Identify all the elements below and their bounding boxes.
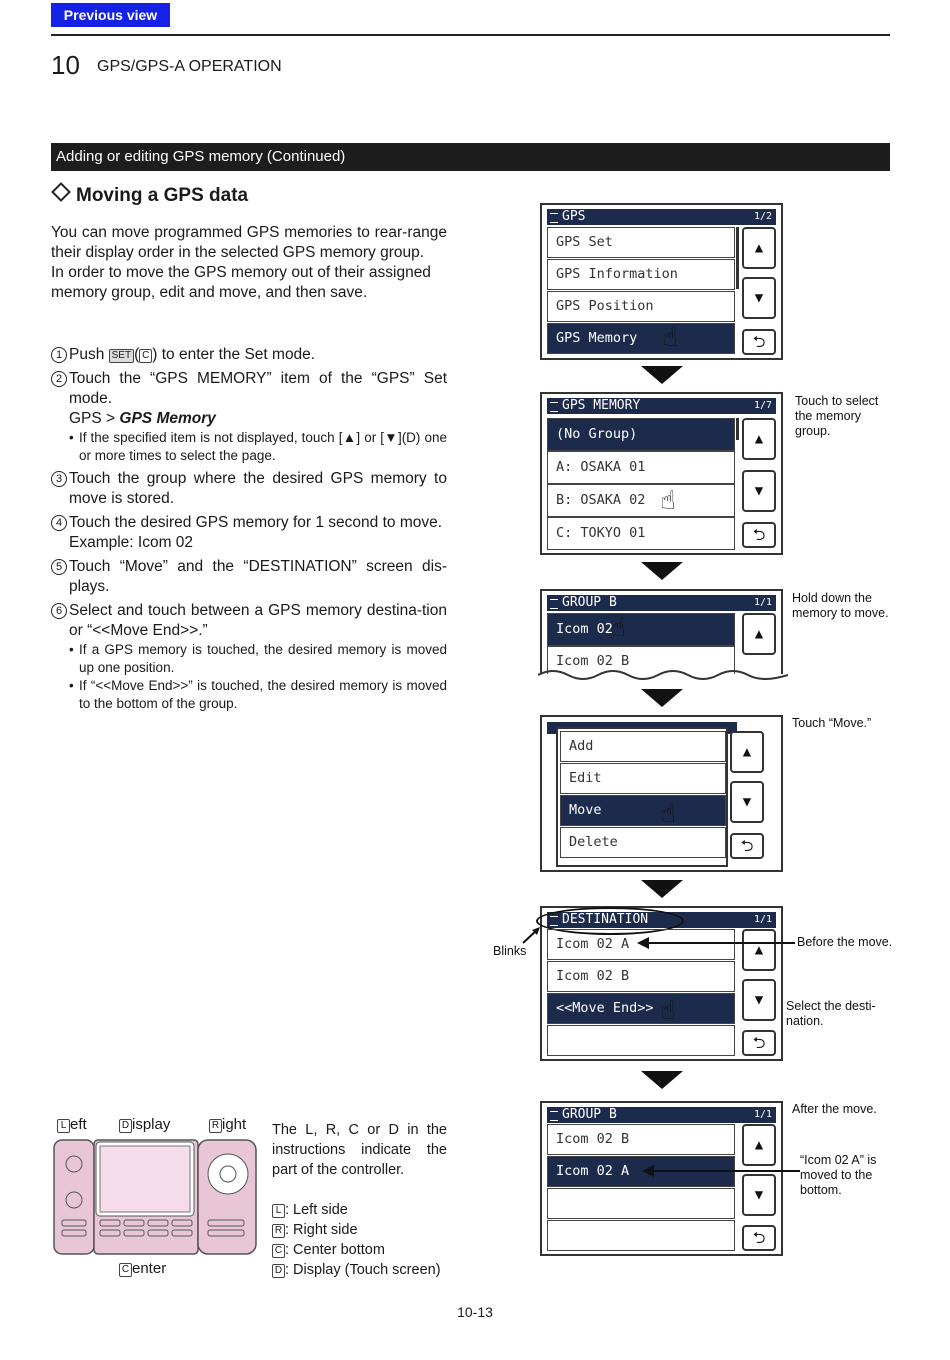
up-button[interactable]: ▲ (742, 1124, 776, 1166)
up-button[interactable]: ▲ (730, 731, 764, 773)
up-button[interactable]: ▲ (742, 227, 776, 269)
note-after-move: After the move. (792, 1102, 877, 1116)
menu-item-gps-set[interactable]: GPS Set (547, 227, 735, 258)
step-number: 2 (51, 371, 67, 387)
step-6 (51, 601, 447, 713)
step-text: Push (69, 346, 109, 363)
down-button[interactable]: ▼ (730, 781, 764, 823)
header-rule (51, 34, 890, 36)
memory-item-icom-02-b[interactable]: Icom 02 B (547, 1124, 735, 1155)
memory-item-icom-02-a[interactable]: Icom 02 A (547, 1156, 735, 1187)
torn-edge-icon (538, 667, 788, 683)
legend-item (272, 1260, 441, 1280)
note-hold-down: Hold down the memory to move. (792, 591, 889, 620)
step-text: ) to enter the Set mode. (152, 346, 316, 363)
intro-paragraph: You can move programmed GPS memories to rear-range their display order in the selected GPS memory group. (51, 224, 447, 261)
menu-item-delete[interactable]: Delete (560, 827, 726, 858)
page-indicator: 1/2 (753, 211, 772, 222)
menu-lines-icon (550, 213, 558, 223)
legend-key-icon: L (272, 1204, 285, 1218)
note-moved-bottom: “Icom 02 A” is moved to the bottom. (800, 1153, 877, 1197)
step-1 (51, 345, 447, 365)
memory-group-b[interactable]: B: OSAKA 02 (547, 484, 735, 517)
r-key-icon: R (209, 1119, 222, 1133)
page-indicator: 1/1 (753, 1109, 772, 1120)
back-button[interactable]: ⮌ (730, 833, 764, 859)
note-select-group: Touch to select the memory group. (795, 394, 879, 438)
screen-title: GROUP B (562, 1107, 617, 1122)
step-text: Touch the “GPS MEMORY” item of the “GPS” Set mode. (69, 370, 447, 407)
step-note: • If a GPS memory is touched, the desired memory is moved up one position. (69, 641, 447, 677)
menu-path (69, 409, 447, 429)
step-3 (51, 469, 447, 509)
chapter-number: 10 (51, 50, 80, 80)
menu-item-move[interactable]: Move (560, 795, 726, 826)
label-display (119, 1116, 170, 1133)
edit-menu-screen (540, 715, 783, 872)
back-button[interactable]: ⮌ (742, 1225, 776, 1251)
step-number: 5 (51, 559, 67, 575)
down-arrow-icon (641, 562, 683, 580)
label-right-text: ight (222, 1116, 247, 1133)
legend-text: : Right side (285, 1222, 358, 1238)
hand-touch-icon: ☝ (610, 613, 626, 643)
back-button[interactable]: ⮌ (742, 329, 776, 355)
section-heading: Adding or editing GPS memory (Continued) (51, 143, 890, 171)
step-text: Touch the desired GPS memory for 1 second to move. (69, 514, 443, 531)
menu-item-add[interactable]: Add (560, 731, 726, 762)
up-button[interactable]: ▲ (742, 418, 776, 460)
label-left-text: eft (70, 1116, 87, 1133)
down-arrow-icon (641, 689, 683, 707)
memory-group-c[interactable]: C: TOKYO 01 (547, 517, 735, 550)
hand-touch-icon: ☝ (660, 799, 676, 829)
menu-lines-icon (550, 1111, 558, 1121)
page-indicator: 1/1 (753, 597, 772, 608)
back-button[interactable]: ⮌ (742, 522, 776, 548)
menu-path-root: GPS > (69, 410, 120, 427)
memory-item-empty[interactable] (547, 1188, 735, 1219)
step-4 (51, 513, 447, 553)
down-arrow-icon (641, 366, 683, 384)
back-button[interactable]: ⮌ (742, 1030, 776, 1056)
memory-item-icom-02[interactable]: Icom 02 (547, 613, 735, 646)
label-center (119, 1260, 166, 1277)
step-list (51, 345, 447, 717)
down-button[interactable]: ▼ (742, 979, 776, 1021)
legend-key-icon: R (272, 1224, 285, 1238)
step-text: Touch the group where the desired GPS memory to move is stored. (69, 470, 447, 507)
gps-memory-screen (540, 392, 783, 555)
gps-screen (540, 203, 783, 360)
down-button[interactable]: ▼ (742, 277, 776, 319)
blinks-arrow-icon (520, 925, 544, 945)
legend-key-icon: C (272, 1244, 285, 1258)
label-center-text: enter (132, 1260, 167, 1277)
step-text: ( (134, 346, 140, 363)
down-button[interactable]: ▼ (742, 470, 776, 512)
menu-item-gps-information[interactable]: GPS Information (547, 259, 735, 290)
down-button[interactable]: ▼ (742, 1174, 776, 1216)
step-note: • If the specified item is not displayed, touch [▲] or [▼](D) one or more times to select the page. (69, 429, 447, 465)
menu-item-edit[interactable]: Edit (560, 763, 726, 794)
intro-paragraph: In order to move the GPS memory out of their assigned memory group, edit and move, and then save. (51, 264, 431, 301)
hand-touch-icon: ☝ (660, 996, 676, 1026)
step-text: Touch “Move” and the “DESTINATION” screen dis-plays. (69, 558, 447, 595)
memory-item-empty[interactable] (547, 1220, 735, 1251)
up-button[interactable]: ▲ (742, 929, 776, 971)
c-key-icon: C (139, 349, 152, 363)
l-key-icon: L (57, 1119, 70, 1133)
step-5 (51, 557, 447, 597)
screen-title-bar (547, 398, 776, 414)
step-number: 3 (51, 471, 67, 487)
intro-text (51, 223, 447, 303)
group-b-result-screen (540, 1101, 783, 1256)
page-number: 10-13 (457, 1304, 493, 1320)
memory-group-no-group[interactable]: (No Group) (547, 418, 735, 451)
group-b-screen (540, 589, 783, 674)
scrollbar[interactable] (736, 227, 739, 289)
hand-touch-icon: ☝ (662, 323, 678, 353)
subsection-title: Moving a GPS data (76, 185, 249, 206)
menu-lines-icon (550, 402, 558, 412)
step-text: Select and touch between a GPS memory destina-tion or “<<Move End>>.” (69, 602, 447, 639)
label-right (209, 1116, 246, 1133)
step-number: 1 (51, 347, 67, 363)
step-2 (51, 369, 447, 465)
page-indicator: 1/7 (753, 400, 772, 411)
legend-text: : Center bottom (285, 1242, 385, 1258)
screen-title: DESTINATION (562, 912, 649, 927)
step-example: Example: Icom 02 (69, 534, 194, 551)
up-button[interactable]: ▲ (742, 613, 776, 655)
pointer-arrow-icon (637, 936, 797, 950)
destination-item-empty[interactable] (547, 1025, 735, 1056)
destination-item-move-end[interactable]: <<Move End>> (547, 993, 735, 1024)
diamond-icon (51, 182, 71, 202)
c-key-icon: C (119, 1263, 132, 1277)
down-arrow-icon (641, 880, 683, 898)
legend-item (272, 1240, 441, 1260)
screen-title: GPS MEMORY (562, 398, 641, 413)
menu-path-item: GPS Memory (119, 410, 216, 427)
down-arrow-icon (641, 1071, 683, 1089)
memory-item-icom-02-b[interactable]: Icom 02 B (547, 646, 735, 674)
menu-lines-icon (550, 599, 558, 609)
controller-legend (272, 1200, 441, 1280)
note-select-destination: Select the desti-nation. (786, 999, 876, 1028)
legend-item (272, 1200, 441, 1220)
screen-title-bar (547, 1107, 776, 1123)
screen-title-bar (547, 209, 776, 225)
screen-title: GROUP B (562, 595, 617, 610)
d-key-icon: D (119, 1119, 132, 1133)
note-touch-move: Touch “Move.” (792, 716, 872, 730)
legend-key-icon: D (272, 1264, 285, 1278)
legend-text: : Left side (285, 1202, 348, 1218)
menu-item-gps-position[interactable]: GPS Position (547, 291, 735, 322)
memory-group-a[interactable]: A: OSAKA 01 (547, 451, 735, 484)
screen-title: GPS (562, 209, 586, 224)
previous-view-button[interactable]: Previous view (51, 3, 170, 27)
scrollbar[interactable] (736, 418, 739, 440)
menu-item-gps-memory[interactable]: GPS Memory (547, 323, 735, 354)
set-key-icon: SET (109, 349, 134, 363)
screen-title-bar (547, 595, 776, 611)
label-left (57, 1116, 87, 1133)
destination-item-icom-02-b[interactable]: Icom 02 B (547, 961, 735, 992)
destination-item-icom-02-a[interactable]: Icom 02 A (547, 929, 735, 960)
note-before-move: Before the move. (797, 935, 893, 949)
step-number: 4 (51, 515, 67, 531)
subsection-heading (51, 185, 248, 207)
legend-text: : Display (Touch screen) (285, 1262, 441, 1278)
page-indicator: 1/1 (753, 914, 772, 925)
controller-description: The L, R, C or D in the instructions indicate the part of the controller. (272, 1122, 447, 1178)
step-note: • If “<<Move End>>” is touched, the desired memory is moved to the bottom of the group. (69, 677, 447, 713)
label-display-text: isplay (132, 1116, 171, 1133)
chapter-title: GPS/GPS-A OPERATION (97, 58, 282, 75)
step-number: 6 (51, 603, 67, 619)
note-blinks: Blinks (493, 944, 527, 958)
hand-touch-icon: ☝ (660, 486, 676, 516)
controller-illustration (52, 1138, 260, 1258)
destination-screen (540, 906, 783, 1061)
legend-item (272, 1220, 441, 1240)
pointer-arrow-icon (642, 1164, 802, 1178)
